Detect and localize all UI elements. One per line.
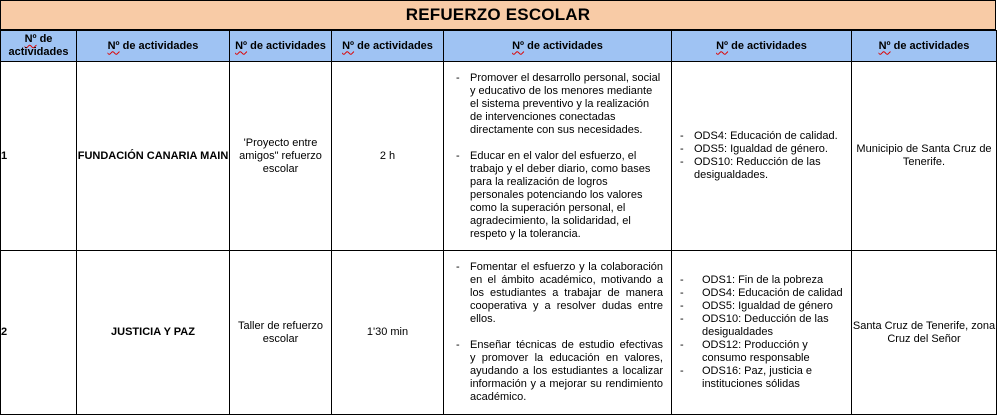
project-name: Taller de refuerzo escolar xyxy=(230,251,332,415)
header-cell-5: Nº de actividades xyxy=(444,31,672,62)
header-cell-7: Nº de actividades xyxy=(852,31,997,62)
ods-item: - ODS5: Igualdad de género xyxy=(680,300,845,313)
header-cell-2: Nº de actividades xyxy=(77,31,230,62)
ods-item: - ODS16: Paz, justicia e instituciones sólidas xyxy=(680,365,845,391)
ods-cell xyxy=(672,251,852,415)
objectives-cell xyxy=(444,251,672,415)
header-cell-6: Nº de actividades xyxy=(672,31,852,62)
duration: 2 h xyxy=(332,62,444,251)
objective-item: - Enseñar técnicas de estudio efectivas y promover la educación en valores, ayudando a los estudiantes a localizar información y a mejorar su rendimiento académico. xyxy=(456,339,663,404)
ods-item: - ODS4: Educación de calidad. xyxy=(680,130,845,143)
entity-name: FUNDACIÓN CANARIA MAIN xyxy=(77,62,230,251)
objective-item: - Fomentar el esfuerzo y la colaboración en el ámbito académico, motivando a los estudiantes a trabajar de manera cooperativa y a resolver dudas entre ellos. xyxy=(456,261,663,326)
table-title: REFUERZO ESCOLAR xyxy=(0,0,996,30)
place-cell: Santa Cruz de Tenerife, zona Cruz del Señor xyxy=(852,251,997,415)
row-number: 2 xyxy=(1,251,77,415)
activities-table xyxy=(0,30,997,415)
header-cell-3: Nº de actividades xyxy=(230,31,332,62)
place-cell: Municipio de Santa Cruz de Tenerife. xyxy=(852,62,997,251)
ods-item: - ODS10: Deducción de las desigualdades xyxy=(680,313,845,339)
header-row xyxy=(1,31,997,62)
header-cell-1: Nº de actividades xyxy=(1,31,77,62)
objectives-cell xyxy=(444,62,672,251)
header-cell-4: Nº de actividades xyxy=(332,31,444,62)
ods-item: - ODS5: Igualdad de género. xyxy=(680,143,845,156)
ods-item: - ODS4: Educación de calidad xyxy=(680,287,845,300)
ods-item: - ODS12: Producción y consumo responsable xyxy=(680,339,845,365)
table-row xyxy=(1,251,997,415)
project-name: 'Proyecto entre amigos" refuerzo escolar xyxy=(230,62,332,251)
ods-cell xyxy=(672,62,852,251)
table-row xyxy=(1,62,997,251)
ods-item: - ODS10: Reducción de las desigualdades. xyxy=(680,156,845,182)
row-number: 1 xyxy=(1,62,77,251)
objective-item: - Promover el desarrollo personal, social y educativo de los menores mediante el sistema preventivo y la realización de intervenciones conectadas directamente con sus necesidades. xyxy=(456,72,663,137)
objective-item: - Educar en el valor del esfuerzo, el trabajo y el deber diario, como bases para la realización de logros personales potenciando los valores como la superación personal, el agradecimiento, la solidaridad, el respeto y la tolerancia. xyxy=(456,150,663,241)
entity-name: JUSTICIA Y PAZ xyxy=(77,251,230,415)
duration: 1'30 min xyxy=(332,251,444,415)
ods-item: - ODS1: Fin de la pobreza xyxy=(680,274,845,287)
